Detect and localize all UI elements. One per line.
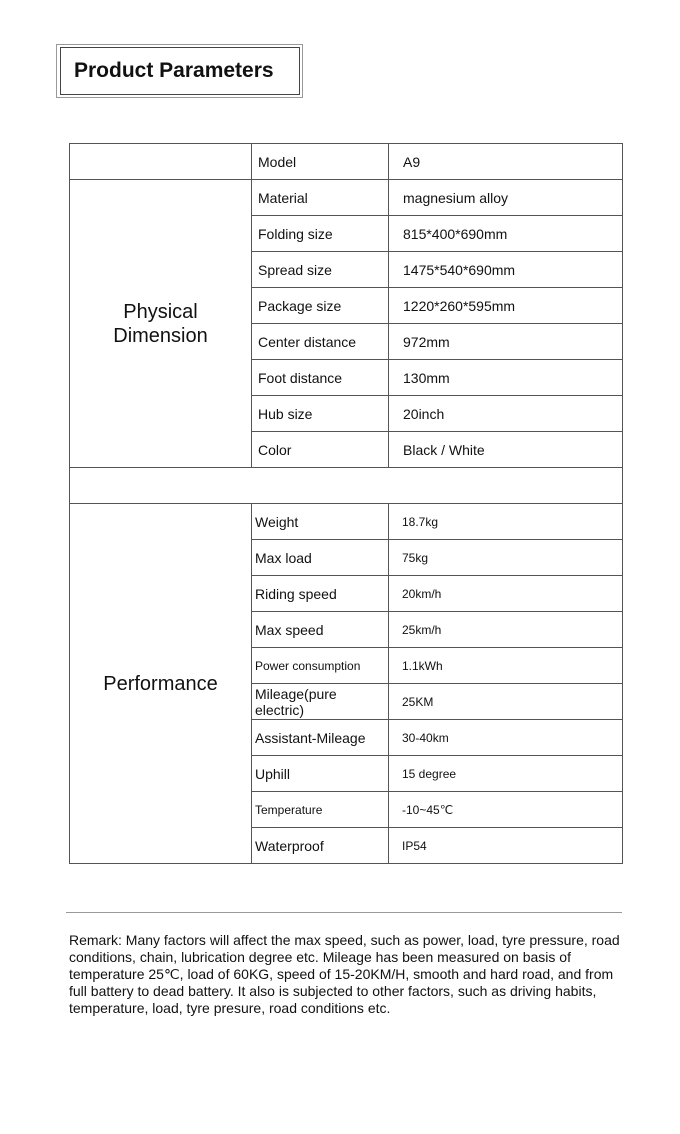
param-label: Mileage(pure electric) — [252, 684, 389, 720]
param-value: 18.7kg — [389, 504, 623, 540]
param-label: Package size — [252, 288, 389, 324]
param-label: Weight — [252, 504, 389, 540]
group-label-line: Dimension — [113, 324, 208, 347]
param-value: 20km/h — [389, 576, 623, 612]
param-label: Assistant-Mileage — [252, 720, 389, 756]
spacer-row — [70, 468, 623, 504]
param-value: IP54 — [389, 828, 623, 864]
param-value: -10~45℃ — [389, 792, 623, 828]
param-value: 25KM — [389, 684, 623, 720]
param-value: 972mm — [389, 324, 623, 360]
param-value: 130mm — [389, 360, 623, 396]
param-value: 1475*540*690mm — [389, 252, 623, 288]
empty-cell — [70, 468, 623, 504]
param-label: Waterproof — [252, 828, 389, 864]
empty-cell — [70, 144, 252, 180]
table-row — [70, 180, 623, 216]
param-value: magnesium alloy — [389, 180, 623, 216]
param-label: Material — [252, 180, 389, 216]
param-label: Max load — [252, 540, 389, 576]
param-label: Center distance — [252, 324, 389, 360]
param-label: Uphill — [252, 756, 389, 792]
param-label: Hub size — [252, 396, 389, 432]
param-label: Foot distance — [252, 360, 389, 396]
param-label: Model — [252, 144, 389, 180]
table-row — [70, 144, 623, 180]
param-label: Spread size — [252, 252, 389, 288]
param-value: 1.1kWh — [389, 648, 623, 684]
param-value: A9 — [389, 144, 623, 180]
param-value: 815*400*690mm — [389, 216, 623, 252]
param-value: 1220*260*595mm — [389, 288, 623, 324]
title-frame — [60, 47, 300, 95]
param-value: 25km/h — [389, 612, 623, 648]
param-label: Folding size — [252, 216, 389, 252]
group-label-performance: Performance — [70, 504, 252, 864]
param-label: Temperature — [252, 792, 389, 828]
parameters-table — [69, 143, 623, 864]
param-label: Max speed — [252, 612, 389, 648]
page-title: Product Parameters — [74, 59, 274, 82]
param-value: 15 degree — [389, 756, 623, 792]
param-label: Power consumption — [252, 648, 389, 684]
remark-text: Remark: Many factors will affect the max speed, such as power, load, tyre pressure, road conditions, chain, lubrication degree etc. Mileage has been measured on basis of temperature 25℃, load of 60KG, speed of 15-20KM/H, smooth and hard road, and from full battery to dead battery. It also is subjected to other factors, such as driving habits, temperature, load, tyre presure, road conditions etc. — [69, 932, 620, 1016]
param-label: Color — [252, 432, 389, 468]
param-value: Black / White — [389, 432, 623, 468]
param-value: 20inch — [389, 396, 623, 432]
param-value: 75kg — [389, 540, 623, 576]
group-label-line: Physical — [123, 300, 198, 323]
param-label: Riding speed — [252, 576, 389, 612]
divider — [66, 912, 622, 913]
group-label-physical-dimension — [70, 180, 252, 468]
param-value: 30-40km — [389, 720, 623, 756]
table-row — [70, 504, 623, 540]
